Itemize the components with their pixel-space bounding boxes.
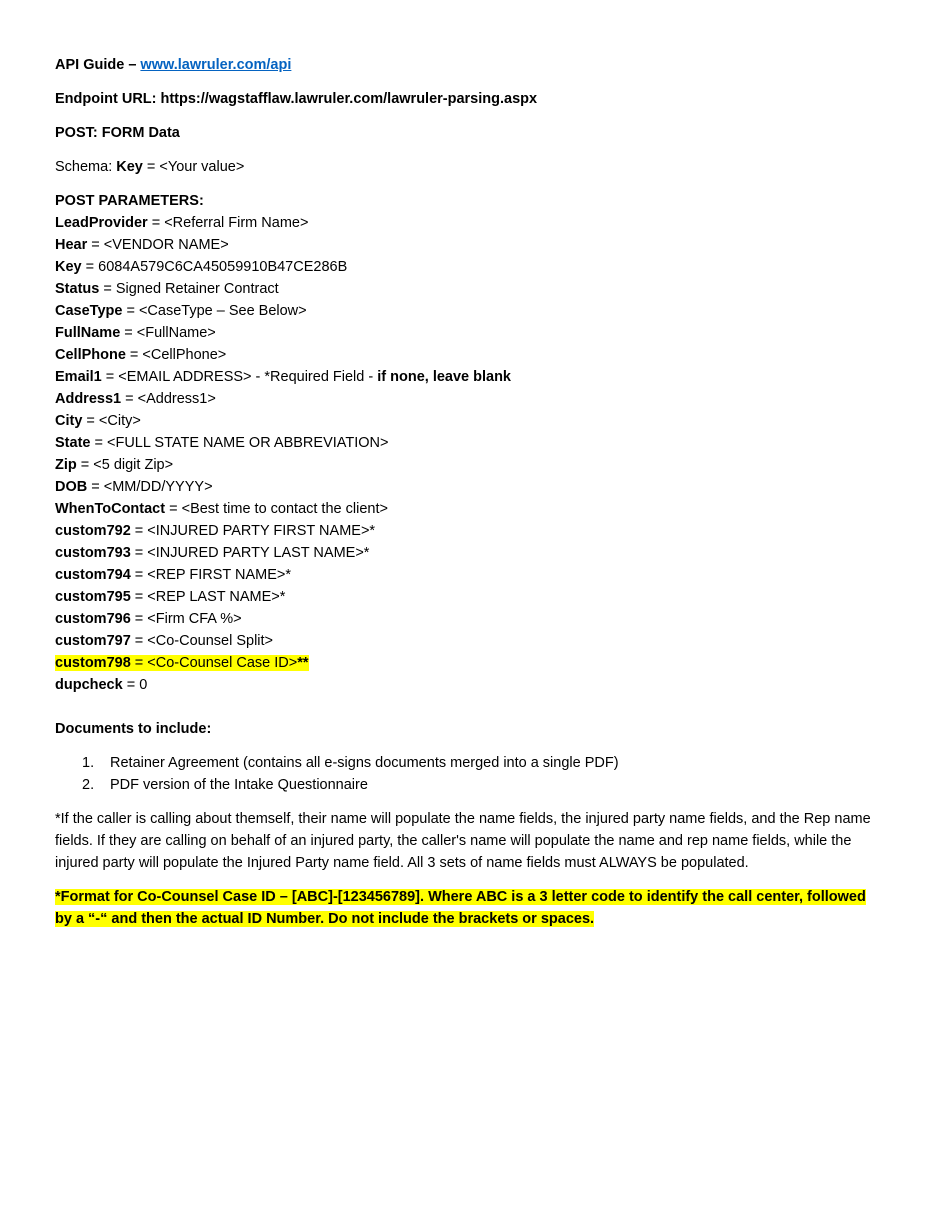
document-page xyxy=(55,54,885,930)
param-key: State xyxy=(55,435,91,451)
param-row xyxy=(55,454,885,476)
schema-key: Key xyxy=(116,159,143,175)
param-row xyxy=(55,278,885,300)
param-row xyxy=(55,432,885,454)
highlighted-param xyxy=(55,655,309,671)
param-value: = <CellPhone> xyxy=(125,347,227,363)
list-item-number: 1. xyxy=(82,755,95,771)
param-row xyxy=(55,674,885,696)
api-guide-label: API Guide – xyxy=(55,57,141,73)
format-note xyxy=(55,886,885,930)
api-guide-link[interactable]: www.lawruler.com/api xyxy=(140,57,292,73)
params-list xyxy=(55,212,885,696)
param-value: = <City> xyxy=(82,413,141,429)
param-row xyxy=(55,388,885,410)
param-row xyxy=(55,212,885,234)
schema-prefix: Schema: xyxy=(55,159,117,175)
param-key: Zip xyxy=(55,457,77,473)
param-value: = <REP LAST NAME>* xyxy=(130,589,286,605)
param-row xyxy=(55,586,885,608)
param-value: = <VENDOR NAME> xyxy=(87,237,229,253)
param-value: = <MM/DD/YYYY> xyxy=(87,479,213,495)
param-key: custom796 xyxy=(55,611,131,627)
param-key: Email1 xyxy=(55,369,102,385)
param-value: = <FullName> xyxy=(120,325,216,341)
param-value: = <EMAIL ADDRESS> - *Required Field - xyxy=(101,369,378,385)
list-item-number: 2. xyxy=(82,777,95,793)
param-row xyxy=(55,322,885,344)
param-key: Key xyxy=(55,259,82,275)
param-value: = <REP FIRST NAME>* xyxy=(130,567,291,583)
list-item-text: PDF version of the Intake Questionnaire xyxy=(110,777,368,793)
param-row xyxy=(55,300,885,322)
format-note-text: *Format for Co-Counsel Case ID – [ABC]-[123456789]. Where ABC is a 3 letter code to identify the call center, followed by a “-“ and then the actual ID Number. Do not include the brackets or spaces. xyxy=(55,889,866,927)
api-guide-line xyxy=(55,54,885,76)
param-key: custom798 xyxy=(55,655,131,671)
list-item-text: Retainer Agreement (contains all e-signs documents merged into a single PDF) xyxy=(110,755,619,771)
list-item xyxy=(55,774,885,796)
param-row xyxy=(55,344,885,366)
param-key: custom795 xyxy=(55,589,131,605)
param-key: DOB xyxy=(55,479,88,495)
param-key: Status xyxy=(55,281,100,297)
documents-list xyxy=(55,752,885,796)
param-key: CaseType xyxy=(55,303,123,319)
param-row xyxy=(55,630,885,652)
param-value: = <Co-Counsel Split> xyxy=(130,633,274,649)
param-value: = <Address1> xyxy=(121,391,216,407)
param-row xyxy=(55,542,885,564)
param-key: FullName xyxy=(55,325,121,341)
param-row xyxy=(55,366,885,388)
param-key: Address1 xyxy=(55,391,122,407)
schema-line xyxy=(55,156,885,178)
param-key: dupcheck xyxy=(55,677,123,693)
param-value: = Signed Retainer Contract xyxy=(99,281,279,297)
param-bold-suffix: if none, leave blank xyxy=(377,369,511,385)
param-value: = <Firm CFA %> xyxy=(130,611,242,627)
param-value: = <5 digit Zip> xyxy=(76,457,174,473)
param-key: CellPhone xyxy=(55,347,126,363)
param-value: = <Co-Counsel Case ID> xyxy=(130,655,298,671)
param-value: = <CaseType – See Below> xyxy=(122,303,307,319)
param-key: LeadProvider xyxy=(55,215,148,231)
param-value: = <Referral Firm Name> xyxy=(147,215,309,231)
param-key: Hear xyxy=(55,237,88,253)
param-value: = <INJURED PARTY FIRST NAME>* xyxy=(130,523,376,539)
param-value: = <FULL STATE NAME OR ABBREVIATION> xyxy=(90,435,389,451)
param-key: WhenToContact xyxy=(55,501,166,517)
list-item xyxy=(55,752,885,774)
documents-title: Documents to include: xyxy=(55,721,212,737)
param-row xyxy=(55,256,885,278)
endpoint-url: Endpoint URL: https://wagstafflaw.lawruler.com/lawruler-parsing.aspx xyxy=(55,91,538,107)
param-row xyxy=(55,234,885,256)
post-method: POST: FORM Data xyxy=(55,125,180,141)
params-title: POST PARAMETERS: xyxy=(55,193,204,209)
param-row xyxy=(55,476,885,498)
param-row xyxy=(55,520,885,542)
param-value: = <INJURED PARTY LAST NAME>* xyxy=(130,545,370,561)
schema-suffix: = <Your value> xyxy=(142,159,245,175)
param-row xyxy=(55,608,885,630)
param-key: custom797 xyxy=(55,633,131,649)
param-key: custom792 xyxy=(55,523,131,539)
param-value: = <Best time to contact the client> xyxy=(165,501,388,517)
param-key: City xyxy=(55,413,83,429)
param-row-highlighted xyxy=(55,652,885,674)
param-value: = 0 xyxy=(122,677,148,693)
param-value: = 6084A579C6CA45059910B47CE286B xyxy=(81,259,348,275)
param-key: custom794 xyxy=(55,567,131,583)
param-row xyxy=(55,410,885,432)
name-fields-footnote: *If the caller is calling about themself, their name will populate the name fields, the injured party name fields, and the Rep name fields. If they are calling on behalf of an injured party, the caller's name will populate the name and rep name fields, while the injured party will populate the Injured Party name field. All 3 sets of name fields must ALWAYS be populated. xyxy=(55,811,871,871)
param-bold-suffix: ** xyxy=(297,655,309,671)
param-row xyxy=(55,498,885,520)
param-key: custom793 xyxy=(55,545,131,561)
param-row xyxy=(55,564,885,586)
